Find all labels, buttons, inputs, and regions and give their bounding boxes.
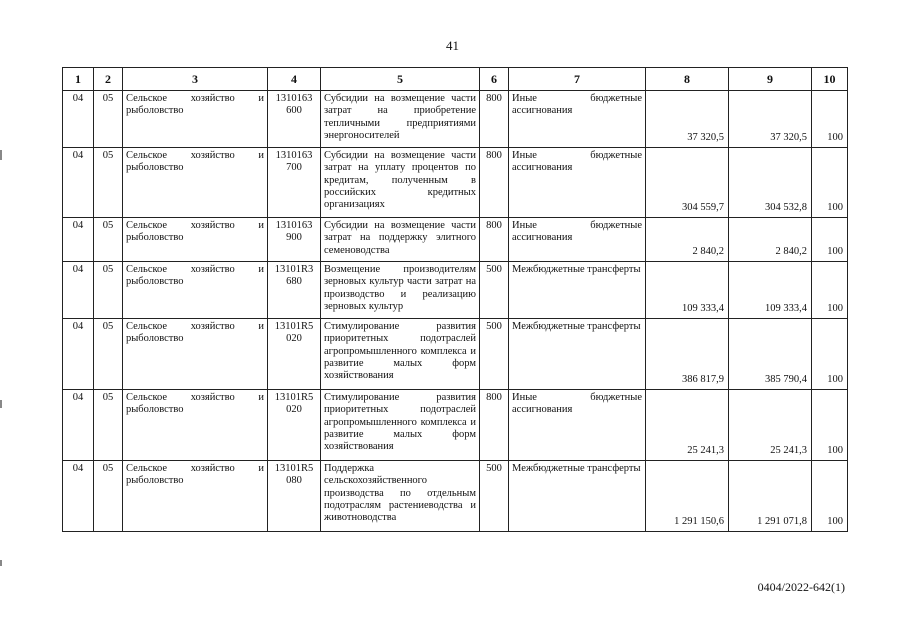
table-row [63, 148, 848, 218]
section-name-cell: Сельское хозяйство и рыболовство [123, 148, 268, 218]
description-cell: Возмещение производителям зерновых культур части затрат на производство и реализацию зерновых культур [321, 262, 480, 319]
planned-amount-cell: 25 241,3 [646, 390, 729, 461]
section-name-cell: Сельское хозяйство и рыболовство [123, 319, 268, 390]
description-cell: Субсидии на возмещение части затрат на поддержку элитного семеноводства [321, 218, 480, 262]
planned-amount-cell: 304 559,7 [646, 148, 729, 218]
subsection-code-cell: 05 [94, 262, 123, 319]
column-header: 7 [509, 68, 646, 91]
target-code-cell: 1310163 900 [268, 218, 321, 262]
percent-cell: 100 [812, 218, 848, 262]
column-header: 3 [123, 68, 268, 91]
subsection-code-cell: 05 [94, 148, 123, 218]
budget-table [62, 67, 848, 532]
column-header: 4 [268, 68, 321, 91]
planned-amount-cell: 2 840,2 [646, 218, 729, 262]
column-header: 1 [63, 68, 94, 91]
expense-type-name-cell: Иные бюджетные ассигнования [509, 390, 646, 461]
table-row [63, 262, 848, 319]
subsection-code-cell: 05 [94, 218, 123, 262]
planned-amount-cell: 386 817,9 [646, 319, 729, 390]
page-number: 41 [446, 38, 459, 53]
percent-cell: 100 [812, 148, 848, 218]
target-code-cell: 1310163 700 [268, 148, 321, 218]
target-code-cell: 13101R5 020 [268, 319, 321, 390]
table-row [63, 218, 848, 262]
expense-type-name-cell: Межбюджетные трансферты [509, 461, 646, 532]
expense-type-name-cell: Иные бюджетные ассигнования [509, 91, 646, 148]
section-code-cell: 04 [63, 390, 94, 461]
percent-cell: 100 [812, 91, 848, 148]
expense-type-code-cell: 500 [480, 262, 509, 319]
percent-cell: 100 [812, 319, 848, 390]
section-code-cell: 04 [63, 262, 94, 319]
percent-cell: 100 [812, 461, 848, 532]
scan-edge-mark [0, 560, 2, 566]
header-row [63, 68, 848, 91]
section-name-cell: Сельское хозяйство и рыболовство [123, 91, 268, 148]
executed-amount-cell: 2 840,2 [729, 218, 812, 262]
target-code-cell: 13101R3 680 [268, 262, 321, 319]
section-name-cell: Сельское хозяйство и рыболовство [123, 262, 268, 319]
description-cell: Субсидии на возмещение части затрат на уплату процентов по кредитам, полученным в российских кредитных организациях [321, 148, 480, 218]
expense-type-code-cell: 800 [480, 91, 509, 148]
percent-cell: 100 [812, 390, 848, 461]
target-code-cell: 13101R5 080 [268, 461, 321, 532]
expense-type-name-cell: Иные бюджетные ассигнования [509, 218, 646, 262]
expense-type-name-cell: Иные бюджетные ассигнования [509, 148, 646, 218]
section-code-cell: 04 [63, 218, 94, 262]
table-row [63, 390, 848, 461]
executed-amount-cell: 25 241,3 [729, 390, 812, 461]
column-header: 6 [480, 68, 509, 91]
description-cell: Стимулирование развития приоритетных подотраслей агропромышленного комплекса и развитие малых форм хозяйствования [321, 319, 480, 390]
document-code: 0404/2022-642(1) [757, 580, 845, 594]
planned-amount-cell: 37 320,5 [646, 91, 729, 148]
planned-amount-cell: 109 333,4 [646, 262, 729, 319]
section-name-cell: Сельское хозяйство и рыболовство [123, 390, 268, 461]
subsection-code-cell: 05 [94, 461, 123, 532]
column-header: 8 [646, 68, 729, 91]
section-code-cell: 04 [63, 461, 94, 532]
scan-edge-mark [0, 400, 2, 408]
section-name-cell: Сельское хозяйство и рыболовство [123, 461, 268, 532]
expense-type-name-cell: Межбюджетные трансферты [509, 262, 646, 319]
target-code-cell: 1310163 600 [268, 91, 321, 148]
subsection-code-cell: 05 [94, 319, 123, 390]
column-header: 2 [94, 68, 123, 91]
section-code-cell: 04 [63, 91, 94, 148]
planned-amount-cell: 1 291 150,6 [646, 461, 729, 532]
expense-type-name-cell: Межбюджетные трансферты [509, 319, 646, 390]
column-header: 10 [812, 68, 848, 91]
column-header: 5 [321, 68, 480, 91]
section-name-cell: Сельское хозяйство и рыболовство [123, 218, 268, 262]
description-cell: Субсидии на возмещение части затрат на приобретение тепличными предприятиями энергоносителей [321, 91, 480, 148]
executed-amount-cell: 37 320,5 [729, 91, 812, 148]
executed-amount-cell: 1 291 071,8 [729, 461, 812, 532]
expense-type-code-cell: 800 [480, 218, 509, 262]
executed-amount-cell: 304 532,8 [729, 148, 812, 218]
column-header: 9 [729, 68, 812, 91]
scan-edge-mark [0, 150, 2, 160]
description-cell: Стимулирование развития приоритетных подотраслей агропромышленного комплекса и развитие малых форм хозяйствования [321, 390, 480, 461]
subsection-code-cell: 05 [94, 390, 123, 461]
executed-amount-cell: 109 333,4 [729, 262, 812, 319]
expense-type-code-cell: 800 [480, 390, 509, 461]
executed-amount-cell: 385 790,4 [729, 319, 812, 390]
expense-type-code-cell: 500 [480, 319, 509, 390]
table-row [63, 91, 848, 148]
expense-type-code-cell: 500 [480, 461, 509, 532]
percent-cell: 100 [812, 262, 848, 319]
section-code-cell: 04 [63, 148, 94, 218]
section-code-cell: 04 [63, 319, 94, 390]
target-code-cell: 13101R5 020 [268, 390, 321, 461]
table-row [63, 319, 848, 390]
expense-type-code-cell: 800 [480, 148, 509, 218]
subsection-code-cell: 05 [94, 91, 123, 148]
description-cell: Поддержка сельскохозяйственного производства по отдельным подотраслям растениеводства и животноводства [321, 461, 480, 532]
table-row [63, 461, 848, 532]
